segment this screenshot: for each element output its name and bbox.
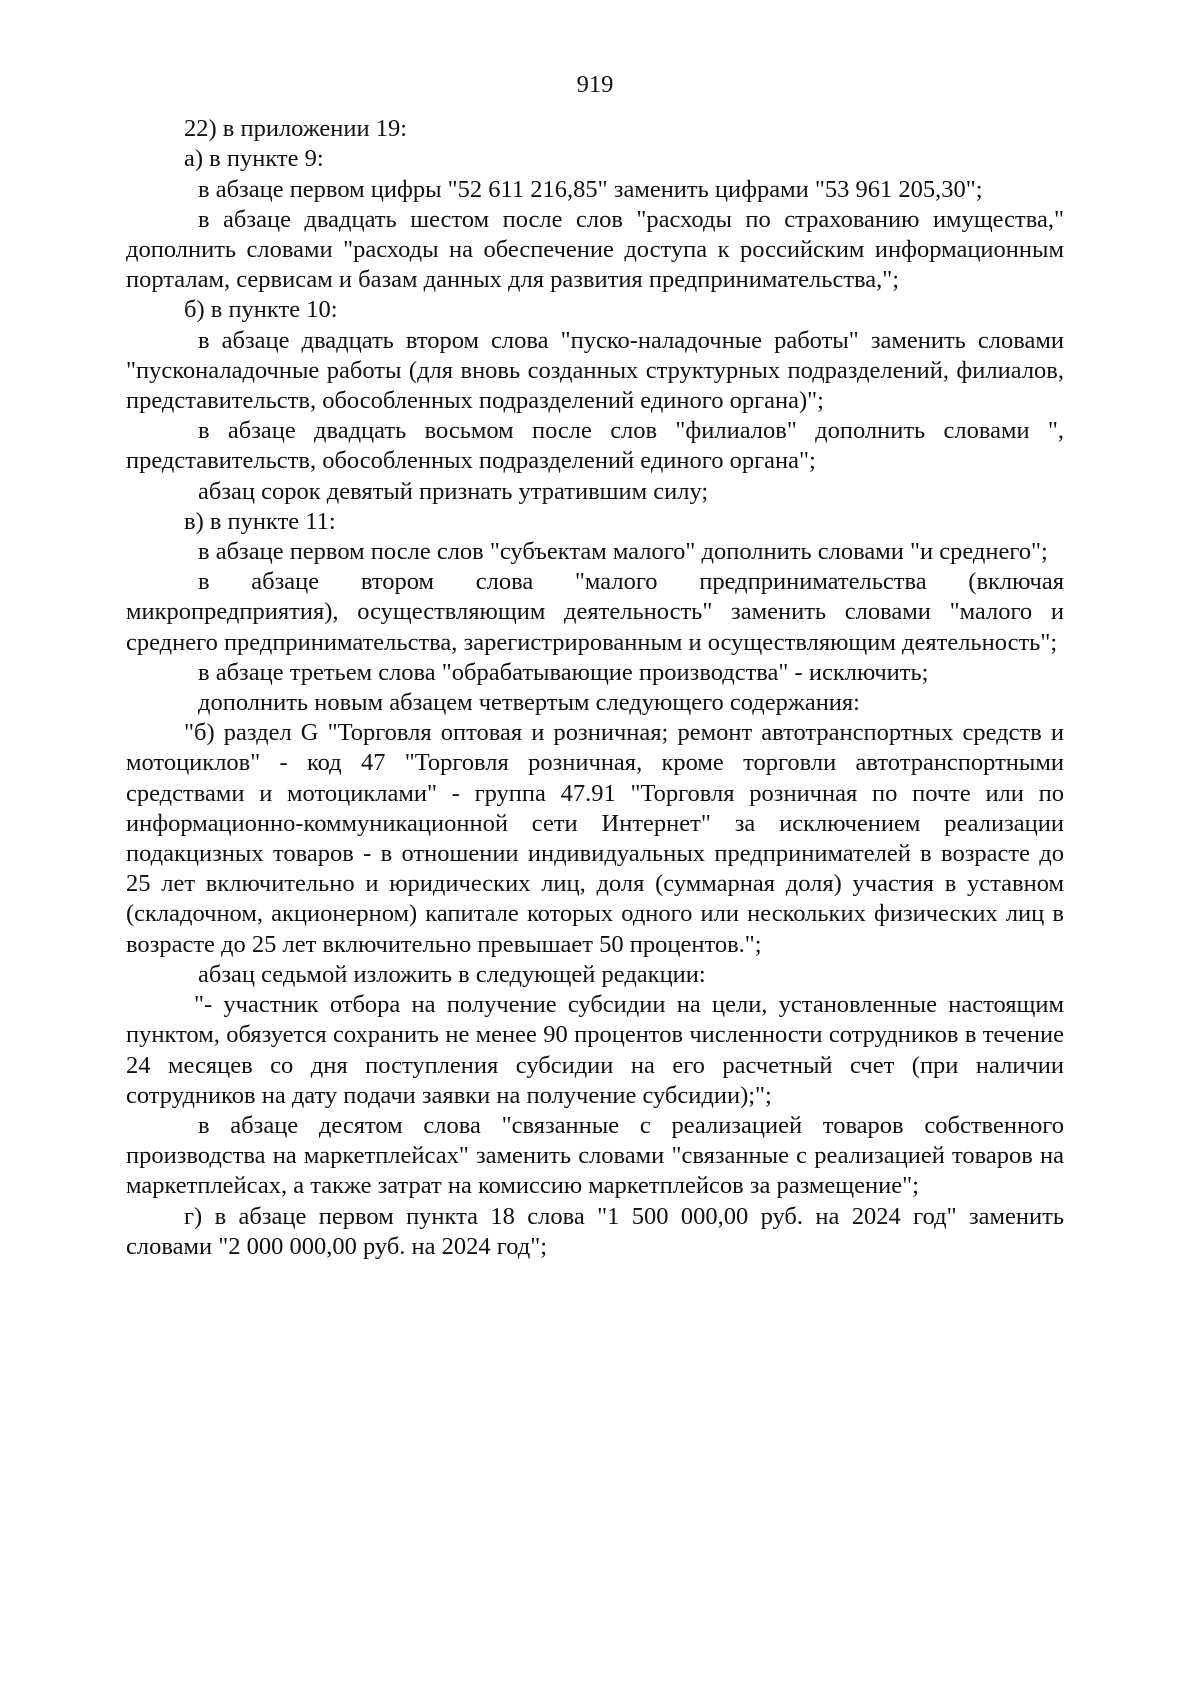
paragraph-item-a: а) в пункте 9: xyxy=(184,145,324,173)
paragraph-section-g-quote: "б) раздел G "Торговля оптовая и розничная; ремонт автотранспортных средств и мотоциклов" - код 47 "Торговля розничная, кроме торговли автотранспортными средствами и мотоциклами" - группа 47.91 "Торговля розничная по почте или по информационно-коммуникационной сети Интернет" за исключением реализации подакцизных товаров - в отношении индивидуальных предпринимателей в возрасте до 25 лет включительно и юридических лиц, доля (суммарная доля) участия в уставном (складочном, акционерном) капитале которых одного или нескольких физических лиц в возрасте до 25 лет включительно превышает 50 процентов."; xyxy=(126,719,1071,958)
paragraph-numbers-change: в абзаце первом цифры "52 611 216,85" заменить цифрами "53 961 205,30"; xyxy=(198,175,983,203)
paragraph-first-clause: в абзаце первом после слов "субъектам малого" дополнить словами "и среднего"; xyxy=(198,538,1048,566)
paragraph-item-b: б) в пункте 10: xyxy=(184,296,338,324)
page-number: 919 xyxy=(576,71,614,98)
paragraph-item-v: в) в пункте 11: xyxy=(184,507,336,535)
document-page xyxy=(126,70,1071,1262)
paragraph-second-clause: в абзаце втором слова "малого предпринимательства (включая микропредприятия), осуществляющим деятельность" заменить словами "малого и среднего предпринимательства, зарегистрированным и осуществляющим деятельность"; xyxy=(126,568,1071,656)
paragraph-28th-clause: в абзаце двадцать восьмом после слов "филиалов" дополнить словами ", представительств, обособленных подразделений единого органа"; xyxy=(126,417,1071,475)
paragraph-22nd-clause: в абзаце двадцать втором слова "пуско-наладочные работы" заменить словами "пусконаладочные работы (для вновь созданных структурных подразделений, филиалов, представительств, обособленных подразделений единого органа)"; xyxy=(126,326,1071,415)
paragraph-49th-clause: абзац сорок девятый признать утратившим силу; xyxy=(198,477,709,505)
paragraph-participant-quote: "- участник отбора на получение субсидии на цели, установленные настоящим пунктом, обязуется сохранить не менее 90 процентов численности сотрудников в течение 24 месяцев со дня поступления субсидии на его расчетный счет (при наличии сотрудников на дату подачи заявки на получение субсидии);"; xyxy=(126,991,1071,1109)
paragraph-seventh-clause: абзац седьмой изложить в следующей редакции: xyxy=(198,960,706,988)
paragraph-item-g: г) в абзаце первом пункта 18 слова "1 500 000,00 руб. на 2024 год" заменить словами "2 000 000,00 руб. на 2024 год"; xyxy=(126,1202,1071,1260)
paragraph-new-fourth-clause: дополнить новым абзацем четвертым следующего содержания: xyxy=(198,689,860,717)
paragraph-appendix-19: 22) в приложении 19: xyxy=(184,115,408,143)
paragraph-tenth-clause: в абзаце десятом слова "связанные с реализацией товаров собственного производства на маркетплейсах" заменить словами "связанные с реализацией товаров на маркетплейсах, а также затрат на комиссию маркетплейсов за размещение"; xyxy=(126,1111,1071,1200)
paragraph-third-clause: в абзаце третьем слова "обрабатывающие производства" - исключить; xyxy=(198,658,929,686)
paragraph-26th-clause: в абзаце двадцать шестом после слов "расходы по страхованию имущества," дополнить словами "расходы на обеспечение доступа к российским информационным порталам, сервисам и базам данных для развития предпринимательства,"; xyxy=(126,205,1071,294)
